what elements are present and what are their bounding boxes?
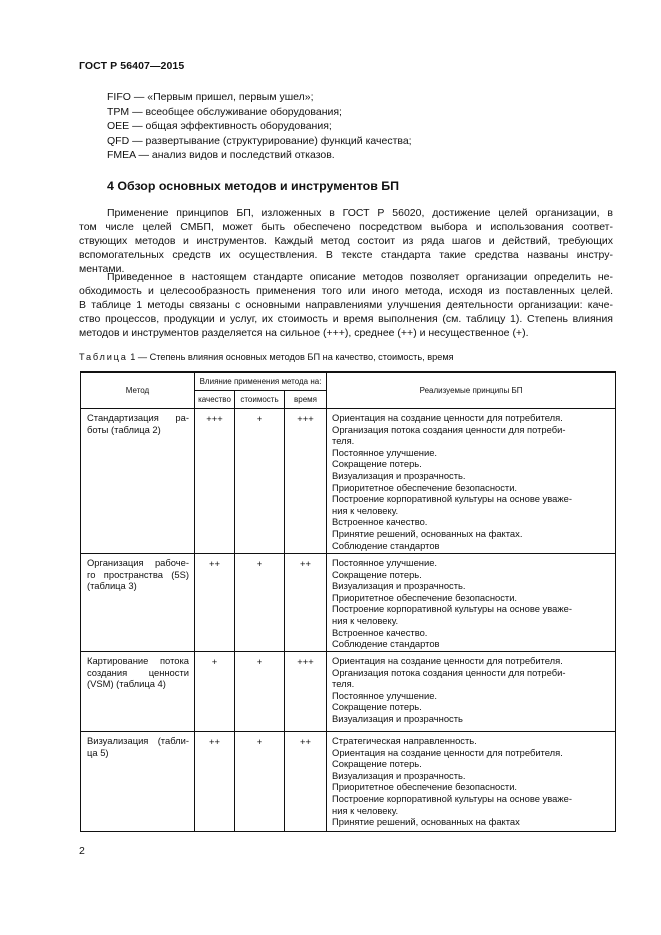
paragraph-line: методов и инструментов разделяется на сильное (+++), среднее (++) и несущественное (+). [79,327,529,340]
principle-line: Визуализация и прозрачность. [332,769,466,781]
column-header-method: Метод [81,372,195,409]
principle-line: Встроенное качество. [332,516,428,528]
method-line: боты (таблица 2) [87,423,161,435]
cost-mark: + [235,409,285,554]
method-line: (таблица 3) [87,580,137,592]
table-header-row [81,372,616,391]
principle-line: Визуализация и прозрачность [332,712,463,724]
cost-mark: + [235,732,285,832]
method-line: го пространства (5S) [87,568,189,580]
method-line: Организация рабоче- [87,557,189,568]
principle-line: ния к человеку. [332,614,399,626]
paragraph-line: Приведенное в настоящем стандарте описание методов позволяет организации определить не- [107,271,613,283]
document-header: ГОСТ Р 56407—2015 [79,60,185,72]
principle-line: Сокращение потерь. [332,568,422,580]
principle-line: Приоритетное обеспечение безопасности. [332,591,518,603]
table-caption-text: 1 — Степень влияния основных методов БП на качество, стоимость, время [130,352,454,362]
time-mark: +++ [285,409,327,554]
method-cell [81,409,195,554]
method-cell [81,554,195,652]
method-line: (VSM) (таблица 4) [87,678,166,690]
method-line: Картирование потока [87,655,189,666]
table-row [81,732,616,832]
principle-line: Визуализация и прозрачность. [332,580,466,592]
quality-mark: +++ [195,409,235,554]
principle-line: Ориентация на создание ценности для потребителя. [332,746,563,758]
paragraph-methods [79,270,613,340]
column-header-influence: Влияние применения метода на: [195,372,327,391]
principle-line: Организация потока создания ценности для потреби- [332,666,566,678]
influence-table [80,371,616,832]
principle-line: Ориентация на создание ценности для потребителя. [332,412,563,423]
paragraph-line: обходимость и целесообразность применения того или иного метода, исходя из поставленных целей. [79,285,613,298]
quality-mark: + [195,652,235,732]
method-line: ца 5) [87,746,109,758]
time-mark: +++ [285,652,327,732]
table-row [81,554,616,652]
method-line: Стандартизация ра- [87,412,189,423]
table-caption [79,352,454,362]
principle-line: ния к человеку. [332,804,399,816]
column-header-quality: качество [195,391,235,409]
principle-line: Сокращение потерь. [332,758,422,770]
abbreviation-list [107,90,412,163]
table-caption-label: Таблица [79,352,128,362]
column-header-cost: стоимость [235,391,285,409]
principle-line: Сокращение потерь. [332,701,422,713]
principle-line: Постоянное улучшение. [332,689,438,701]
principle-line: Встроенное качество. [332,626,428,638]
method-cell [81,652,195,732]
section-title: 4 Обзор основных методов и инструментов БП [107,179,400,193]
column-header-time: время [285,391,327,409]
principles-cell [327,732,616,832]
paragraph-line: В таблице 1 методы связаны с основными направлениями улучшения деятельности организации: каче- [79,299,613,312]
method-line: создания ценности [87,666,189,678]
principles-cell [327,554,616,652]
paragraph-line: ство процессов, продукции и услуг, их стоимость и время выполнения (см. таблицу 1). Степень влияния [79,313,613,326]
table-row [81,652,616,732]
principle-line: теля. [332,678,355,690]
method-cell [81,732,195,832]
abbreviation-item: OEE — общая эффективность оборудования; [107,120,332,133]
quality-mark: ++ [195,554,235,652]
paragraph-line: том числе целей СМБП, может быть обеспечено посредством выбора и использования соответ- [79,221,613,234]
paragraph-line: ментами. [79,263,125,276]
principle-line: Принятие решений, основанных на фактах [332,816,520,828]
time-mark: ++ [285,732,327,832]
principle-line: ния к человеку. [332,504,399,516]
page-number: 2 [79,845,85,857]
table-row [81,409,616,554]
principle-line: Приоритетное обеспечение безопасности. [332,481,518,493]
principle-line: Соблюдение стандартов [332,638,440,650]
principle-line: теля. [332,435,355,447]
column-header-principles: Реализуемые принципы БП [327,372,616,409]
principle-line: Организация потока создания ценности для потреби- [332,423,566,435]
method-line: Визуализация (табли- [87,735,189,746]
principle-line: Приоритетное обеспечение безопасности. [332,781,518,793]
cost-mark: + [235,554,285,652]
time-mark: ++ [285,554,327,652]
principle-line: Построение корпоративной культуры на основе уваже- [332,792,572,804]
principle-line: Постоянное улучшение. [332,446,438,458]
principle-line: Построение корпоративной культуры на основе уваже- [332,603,572,615]
principle-line: Соблюдение стандартов [332,539,440,551]
principles-cell [327,652,616,732]
principle-line: Сокращение потерь. [332,458,422,470]
principle-line: Ориентация на создание ценности для потребителя. [332,655,563,666]
paragraph-intro [79,206,613,276]
principle-line: Построение корпоративной культуры на основе уваже- [332,493,572,505]
abbreviation-item: FMEA — анализ видов и последствий отказов. [107,149,335,162]
paragraph-line: ствующих методов и инструментов. Каждый метод состоит из ряда шагов и действий, требующих [79,235,613,248]
principle-line: Постоянное улучшение. [332,557,438,568]
abbreviation-item: FIFO — «Первым пришел, первым ушел»; [107,91,314,103]
principle-line: Принятие решений, основанных на фактах. [332,527,523,539]
paragraph-line: Применение принципов БП, изложенных в ГОСТ Р 56020, достижение целей организации, в [107,207,613,219]
abbreviation-item: TPM — всеобщее обслуживание оборудования; [107,105,342,118]
principle-line: Стратегическая направленность. [332,735,477,746]
principles-cell [327,409,616,554]
abbreviation-item: QFD — развертывание (структурирование) функций качества; [107,134,412,147]
cost-mark: + [235,652,285,732]
principle-line: Визуализация и прозрачность. [332,469,466,481]
quality-mark: ++ [195,732,235,832]
paragraph-line: вспомогательных средств их осуществления. В тексте стандарта такие средства названы инстру- [79,249,613,262]
